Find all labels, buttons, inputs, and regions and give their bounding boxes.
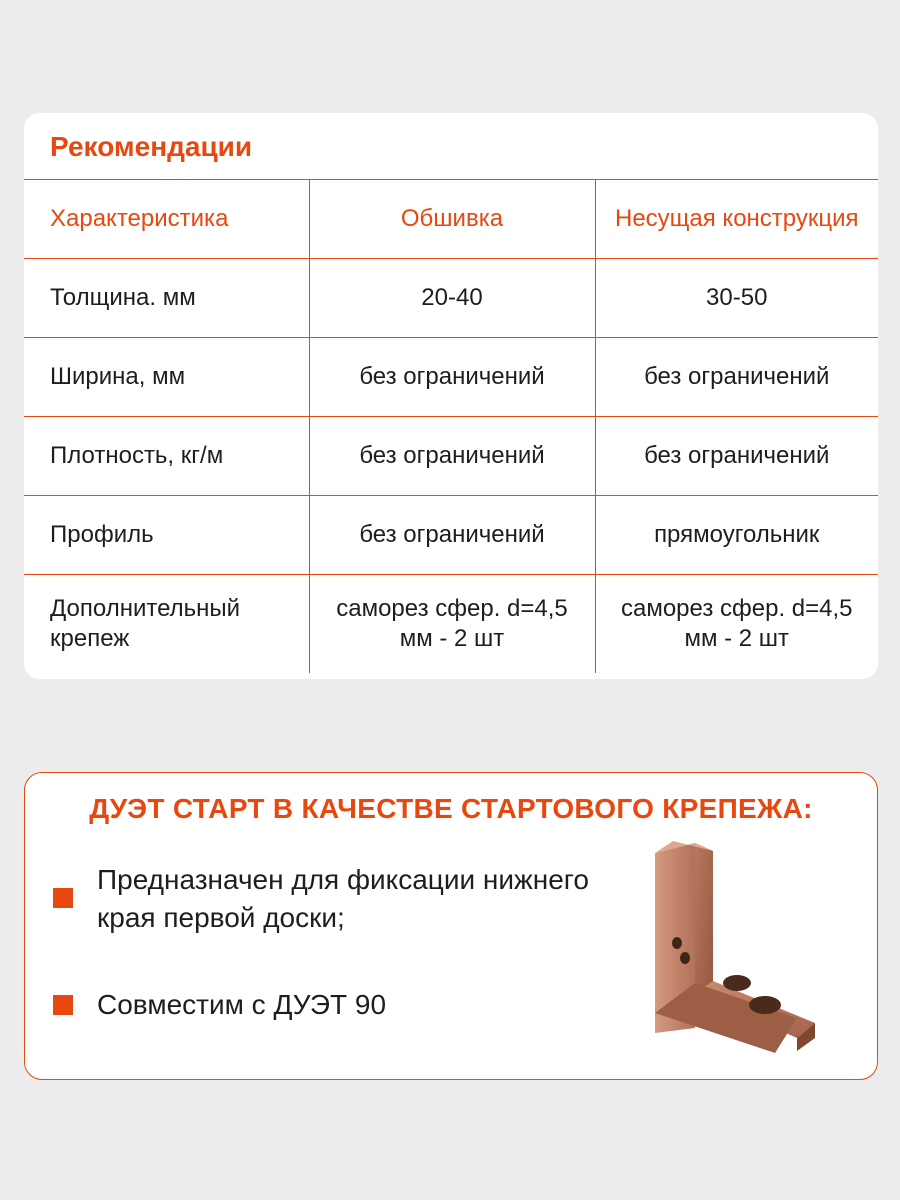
- row-label: Плотность, кг/м: [24, 417, 309, 496]
- table-row: [24, 259, 878, 338]
- row-value-cladding: без ограничений: [309, 496, 595, 575]
- row-value-load-bearing: 30-50: [595, 259, 878, 338]
- row-value-cladding: саморез сфер. d=4,5 мм - 2 шт: [309, 575, 595, 674]
- recommendations-title: Рекомендации: [50, 131, 253, 162]
- row-label: Толщина. мм: [24, 259, 309, 338]
- row-value-load-bearing: без ограничений: [595, 417, 878, 496]
- row-value-cladding: без ограничений: [309, 417, 595, 496]
- row-label: Дополнительный крепеж: [24, 575, 309, 674]
- table-row: [24, 338, 878, 417]
- bracket-product-image: [625, 833, 825, 1053]
- bullet-square-icon: [53, 888, 73, 908]
- table-row: [24, 496, 878, 575]
- table-row: [24, 417, 878, 496]
- promo-title: ДУЭТ СТАРТ В КАЧЕСТВЕ СТАРТОВОГО КРЕПЕЖА:: [89, 793, 813, 824]
- header-load-bearing: Несущая конструкция: [595, 180, 878, 259]
- row-label: Ширина, мм: [24, 338, 309, 417]
- row-value-load-bearing: саморез сфер. d=4,5 мм - 2 шт: [595, 575, 878, 674]
- promo-card: [24, 772, 878, 1080]
- row-label: Профиль: [24, 496, 309, 575]
- header-characteristic: Характеристика: [24, 180, 309, 259]
- row-value-cladding: без ограничений: [309, 338, 595, 417]
- row-value-cladding: 20-40: [309, 259, 595, 338]
- recommendations-card: [24, 113, 878, 679]
- promo-bullet-text: Совместим с ДУЭТ 90: [97, 989, 387, 1020]
- table-header-row: [24, 180, 878, 259]
- row-value-load-bearing: без ограничений: [595, 338, 878, 417]
- promo-bullet-text: Предназначен для фиксации нижнего края первой доски;: [97, 864, 589, 933]
- table-row: [24, 575, 878, 674]
- recommendations-table: [24, 179, 878, 673]
- row-value-load-bearing: прямоугольник: [595, 496, 878, 575]
- bullet-square-icon: [53, 995, 73, 1015]
- header-cladding: Обшивка: [309, 180, 595, 259]
